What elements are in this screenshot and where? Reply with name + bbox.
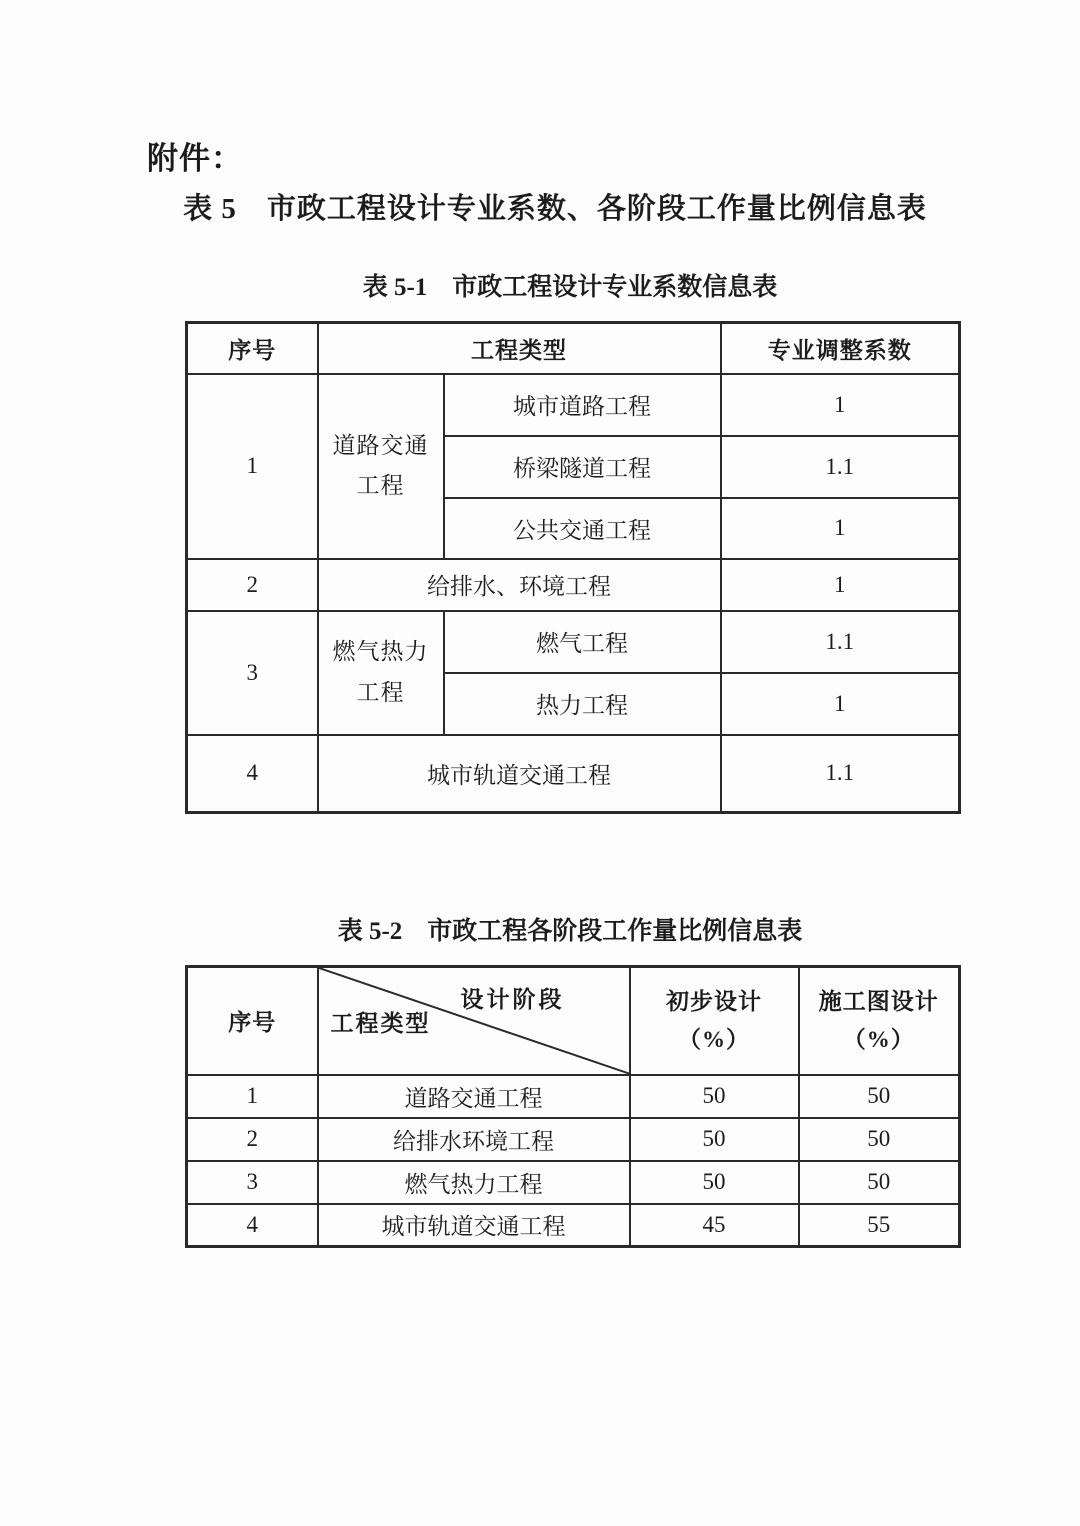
header-preliminary-label: 初步设计: [666, 989, 762, 1015]
coefficient-cell: 1.1: [721, 611, 960, 673]
header-construction-label: 施工图设计: [818, 989, 939, 1015]
construction-value-cell: 50: [799, 1075, 960, 1118]
header-index: 序号: [187, 323, 318, 374]
table-row: [187, 1161, 960, 1204]
attachment-label: 附件：: [147, 141, 243, 176]
index-cell: 4: [187, 735, 318, 813]
table-5-2-title: 表 5-2 市政工程各阶段工作量比例信息表: [337, 918, 803, 945]
group-type-cell: [318, 374, 444, 559]
construction-value-cell: 50: [799, 1118, 960, 1161]
table-row: [187, 374, 960, 436]
sub-type-cell: 城市道路工程: [444, 374, 721, 436]
diagonal-header-cell: [318, 967, 630, 1075]
header-adjust-coefficient: 专业调整系数: [721, 323, 960, 374]
index-cell: 1: [187, 374, 318, 559]
coefficient-cell: 1: [721, 673, 960, 735]
page-title: 表 5 市政工程设计专业系数、各阶段工作量比例信息表: [183, 193, 927, 225]
table-row: [187, 611, 960, 673]
type-cell: 给排水环境工程: [318, 1118, 630, 1161]
coefficient-cell: 1: [721, 498, 960, 559]
coefficient-cell: 1: [721, 374, 960, 436]
table-5-2: [185, 965, 961, 1248]
table-5-1: [185, 321, 961, 814]
sub-type-cell: 桥梁隧道工程: [444, 436, 721, 498]
header-index: 序号: [187, 967, 318, 1075]
type-cell: 道路交通工程: [318, 1075, 630, 1118]
header-preliminary-design: [630, 967, 799, 1075]
table-row: [187, 1204, 960, 1247]
index-cell: 1: [187, 1075, 318, 1118]
table-5-2-header-row: [187, 967, 960, 1075]
header-project-type: 工程类型: [330, 1010, 431, 1036]
coefficient-cell: 1: [721, 559, 960, 611]
coefficient-cell: 1.1: [721, 735, 960, 813]
group-type-label: 燃气热力工程: [332, 639, 429, 705]
sub-type-cell: 热力工程: [444, 673, 721, 735]
header-percent-unit: （%）: [842, 1026, 915, 1052]
index-cell: 2: [187, 1118, 318, 1161]
group-type-cell: [318, 611, 444, 735]
table-5-1-header-row: [187, 323, 960, 374]
type-cell: 给排水、环境工程: [318, 559, 721, 611]
header-construction-drawing-design: [799, 967, 960, 1075]
table-row: [187, 1075, 960, 1118]
construction-value-cell: 50: [799, 1161, 960, 1204]
sub-type-cell: 公共交通工程: [444, 498, 721, 559]
preliminary-value-cell: 50: [630, 1075, 799, 1118]
type-cell: 燃气热力工程: [318, 1161, 630, 1204]
group-type-label: 道路交通工程: [332, 432, 429, 498]
table-row: [187, 735, 960, 813]
preliminary-value-cell: 45: [630, 1204, 799, 1247]
table-row: [187, 559, 960, 611]
table-5-1-title: 表 5-1 市政工程设计专业系数信息表: [362, 274, 778, 301]
sub-type-cell: 燃气工程: [444, 611, 721, 673]
index-cell: 3: [187, 611, 318, 735]
index-cell: 3: [187, 1161, 318, 1204]
construction-value-cell: 55: [799, 1204, 960, 1247]
coefficient-cell: 1.1: [721, 436, 960, 498]
preliminary-value-cell: 50: [630, 1161, 799, 1204]
type-cell: 城市轨道交通工程: [318, 1204, 630, 1247]
header-design-stage: 设计阶段: [460, 987, 565, 1012]
table-row: [187, 1118, 960, 1161]
index-cell: 2: [187, 559, 318, 611]
preliminary-value-cell: 50: [630, 1118, 799, 1161]
header-percent-unit: （%）: [678, 1026, 750, 1052]
header-project-type: 工程类型: [318, 323, 721, 374]
type-cell: 城市轨道交通工程: [318, 735, 721, 813]
index-cell: 4: [187, 1204, 318, 1247]
